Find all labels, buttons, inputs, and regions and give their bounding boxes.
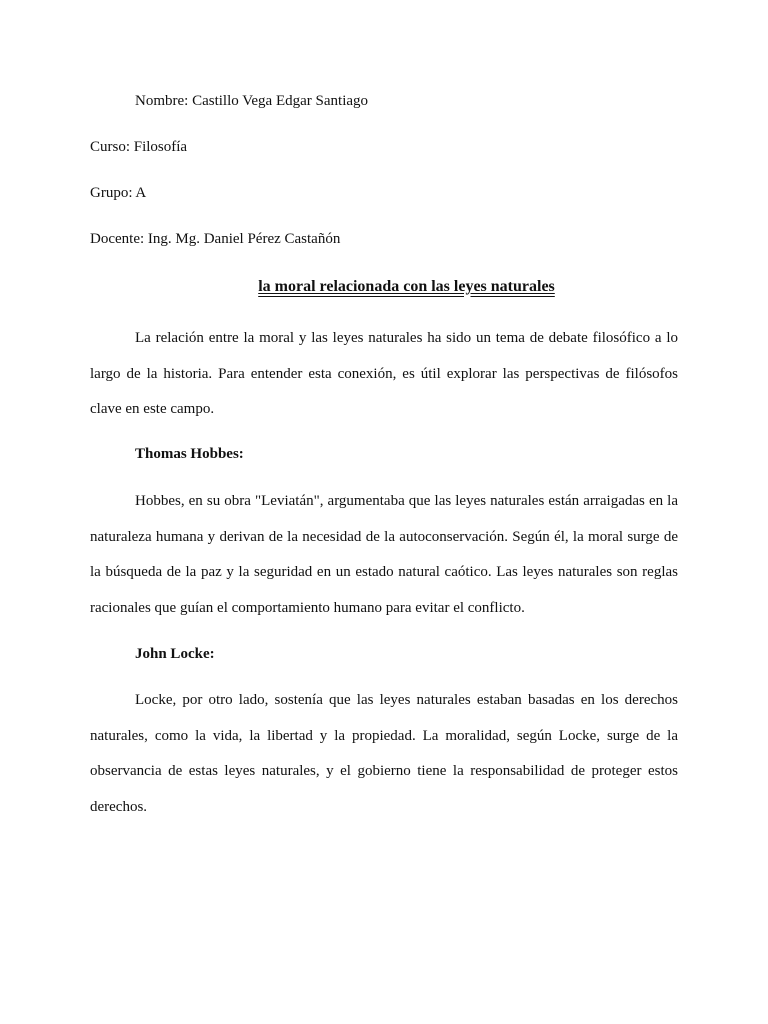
student-name: Nombre: Castillo Vega Edgar Santiago <box>135 93 369 109</box>
document-title: la moral relacionada con las leyes naturales <box>258 278 555 295</box>
intro-paragraph: La relación entre la moral y las leyes naturales ha sido un tema de debate filosófico a lo largo de la historia. Para entender esta conexión, es útil explorar las perspectivas de filósofos clave en este campo. <box>90 330 678 418</box>
section-heading-locke: John Locke: <box>135 646 215 662</box>
section-body-hobbes: Hobbes, en su obra "Leviatán", argumentaba que las leyes naturales están arraigadas en la naturaleza humana y derivan de la necesidad de la autoconservación. Según él, la moral surge de la búsqueda de la paz y la seguridad en un estado natural caótico. Las leyes naturales son reglas racionales que guían el comportamiento humano para evitar el conflicto. <box>90 493 678 617</box>
course-field: Curso: Filosofía <box>90 139 188 155</box>
section-heading-hobbes: Thomas Hobbes: <box>135 446 244 462</box>
section-body-locke: Locke, por otro lado, sostenía que las leyes naturales estaban basadas en los derechos naturales, como la vida, la libertad y la propiedad. La moralidad, según Locke, surge de la observancia de estas leyes naturales, y el gobierno tiene la responsabilidad de proteger estos derechos. <box>90 692 678 816</box>
group-field: Grupo: A <box>90 185 147 201</box>
teacher-field: Docente: Ing. Mg. Daniel Pérez Castañón <box>90 231 341 247</box>
